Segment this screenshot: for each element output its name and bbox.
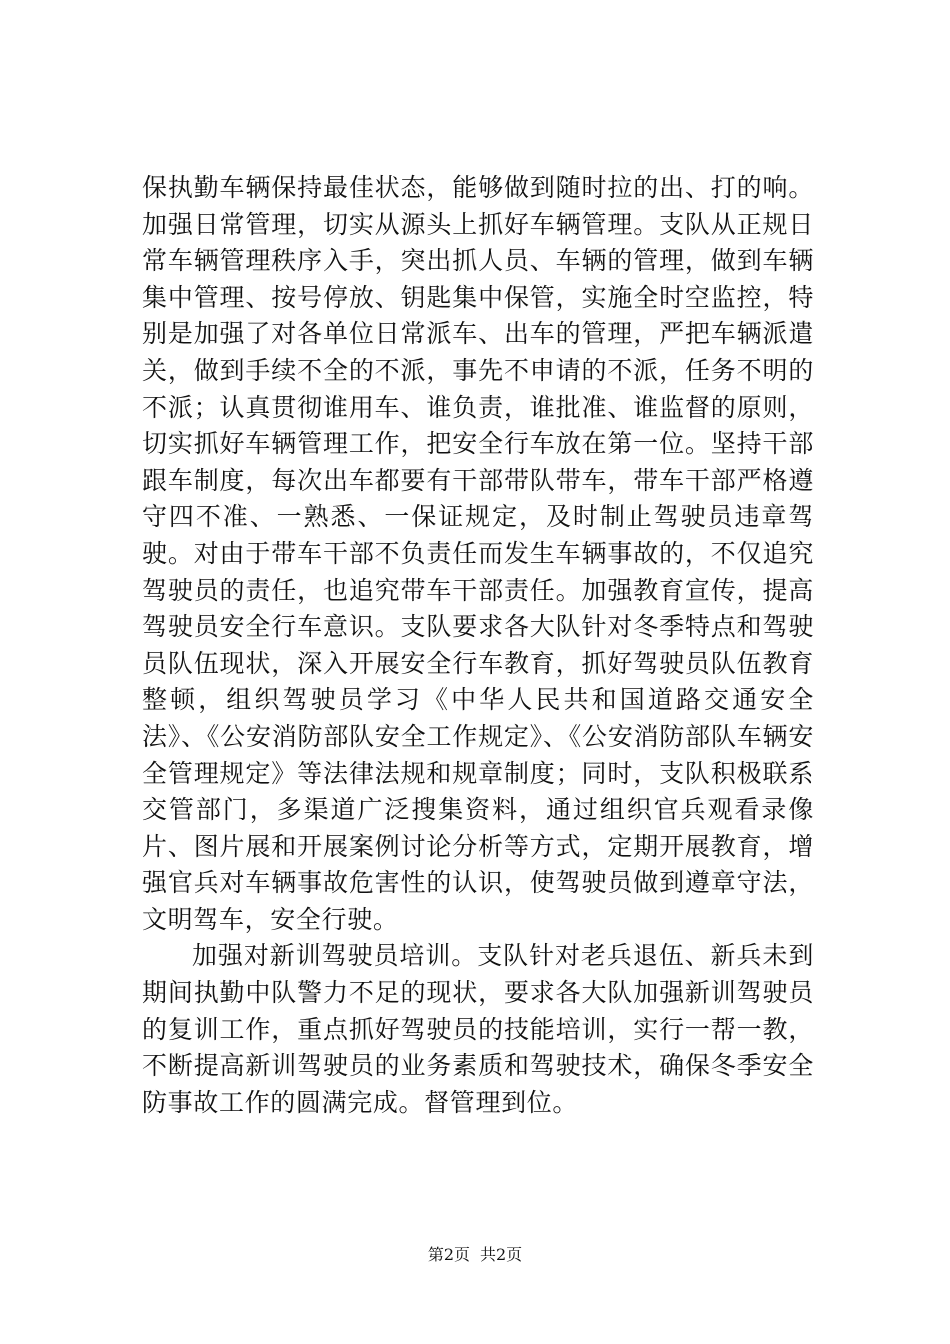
page-total: 共2页 bbox=[480, 1245, 523, 1264]
paragraph-driver-training: 加强对新训驾驶员培训。支队针对老兵退伍、新兵未到期间执勤中队警力不足的现状，要求各大队加强新训驾驶员的复训工作，重点抓好驾驶员的技能培训，实行一帮一教，不断提高新训驾驶员的业务素质和驾驶技术，确保冬季安全防事故工作的圆满完成。督管理到位。 bbox=[142, 941, 814, 1117]
page-number: 第2页 bbox=[427, 1245, 470, 1264]
paragraph-continuation: 保执勤车辆保持最佳状态，能够做到随时拉的出、打的响。加强日常管理，切实从源头上抓好车辆管理。支队从正规日常车辆管理秩序入手，突出抓人员、车辆的管理，做到车辆集中管理、按号停放、钥匙集中保管，实施全时空监控，特别是加强了对各单位日常派车、出车的管理，严把车辆派遣关，做到手续不全的不派，事先不申请的不派，任务不明的不派；认真贯彻谁用车、谁负责，谁批准、谁监督的原则，切实抓好车辆管理工作，把安全行车放在第一位。坚持干部跟车制度，每次出车都要有干部带队带车，带车干部严格遵守四不准、一熟悉、一保证规定，及时制止驾驶员违章驾驶。对由于带车干部不负责任而发生车辆事故的，不仅追究驾驶员的责任，也追究带车干部责任。加强教育宣传，提高驾驶员安全行车意识。支队要求各大队针对冬季特点和驾驶员队伍现状，深入开展安全行车教育，抓好驾驶员队伍教育整顿，组织驾驶员学习《中华人民共和国道路交通安全法》、《公安消防部队安全工作规定》、《公安消防部队车辆安全管理规定》等法律法规和规章制度；同时，支队积极联系交管部门，多渠道广泛搜集资料，通过组织官兵观看录像片、图片展和开展案例讨论分析等方式，定期开展教育，增强官兵对车辆事故危害性的认识，使驾驶员做到遵章守法，文明驾车，安全行驶。 bbox=[142, 173, 814, 934]
page-footer bbox=[0, 1245, 950, 1265]
document-body bbox=[142, 170, 814, 1121]
